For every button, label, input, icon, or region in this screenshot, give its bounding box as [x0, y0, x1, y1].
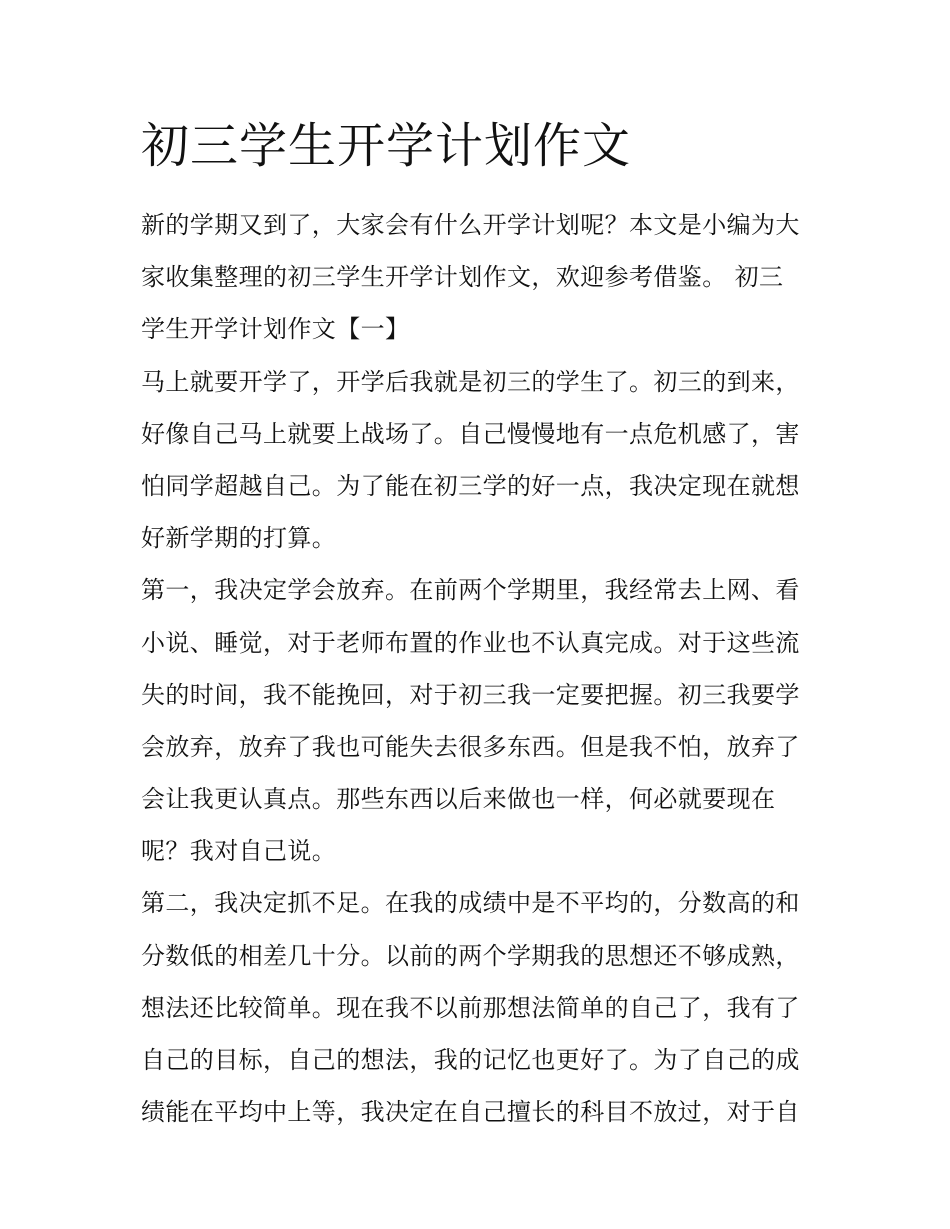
text-line: 小说、睡觉，对于老师布置的作业也不认真完成。对于这些流: [141, 628, 800, 657]
text-line: 马上就要开学了，开学后我就是初三的学生了。初三的到来，: [141, 367, 800, 396]
text-line: 怕同学超越自己。为了能在初三学的好一点，我决定现在就想: [141, 471, 800, 500]
text-line: 新的学期又到了，大家会有什么开学计划呢？本文是小编为大: [141, 211, 800, 239]
text-line: 绩能在平均中上等，我决定在自己擅长的科目不放过，对于自: [141, 1098, 800, 1127]
text-line: 会放弃，放弃了我也可能失去很多东西。但是我不怕，放弃了: [141, 732, 800, 761]
text-line: 学生开学计划作文【一】: [141, 315, 410, 344]
text-line: 想法还比较简单。现在我不以前那想法简单的自己了，我有了: [141, 993, 800, 1022]
text-line: 失的时间，我不能挽回，对于初三我一定要把握。初三我要学: [141, 680, 800, 709]
document-title: 初三学生开学计划作文: [141, 118, 632, 174]
text-line: 第一，我决定学会放弃。在前两个学期里，我经常去上网、看: [141, 576, 800, 605]
text-line: 会让我更认真点。那些东西以后来做也一样，何必就要现在: [141, 785, 776, 814]
text-line: 好新学期的打算。: [141, 524, 337, 553]
document-body: [141, 199, 831, 1138]
text-line: 家收集整理的初三学生开学计划作文，欢迎参考借鉴。 初三: [141, 263, 784, 292]
text-line: 好像自己马上就要上战场了。自己慢慢地有一点危机感了，害: [141, 419, 800, 448]
text-line: 分数低的相差几十分。以前的两个学期我的思想还不够成熟，: [141, 941, 800, 970]
text-line: 自己的目标，自己的想法，我的记忆也更好了。为了自己的成: [141, 1046, 800, 1074]
text-line: 呢？我对自己说。: [141, 837, 337, 866]
text-line: 第二，我决定抓不足。在我的成绩中是不平均的，分数高的和: [141, 889, 800, 918]
